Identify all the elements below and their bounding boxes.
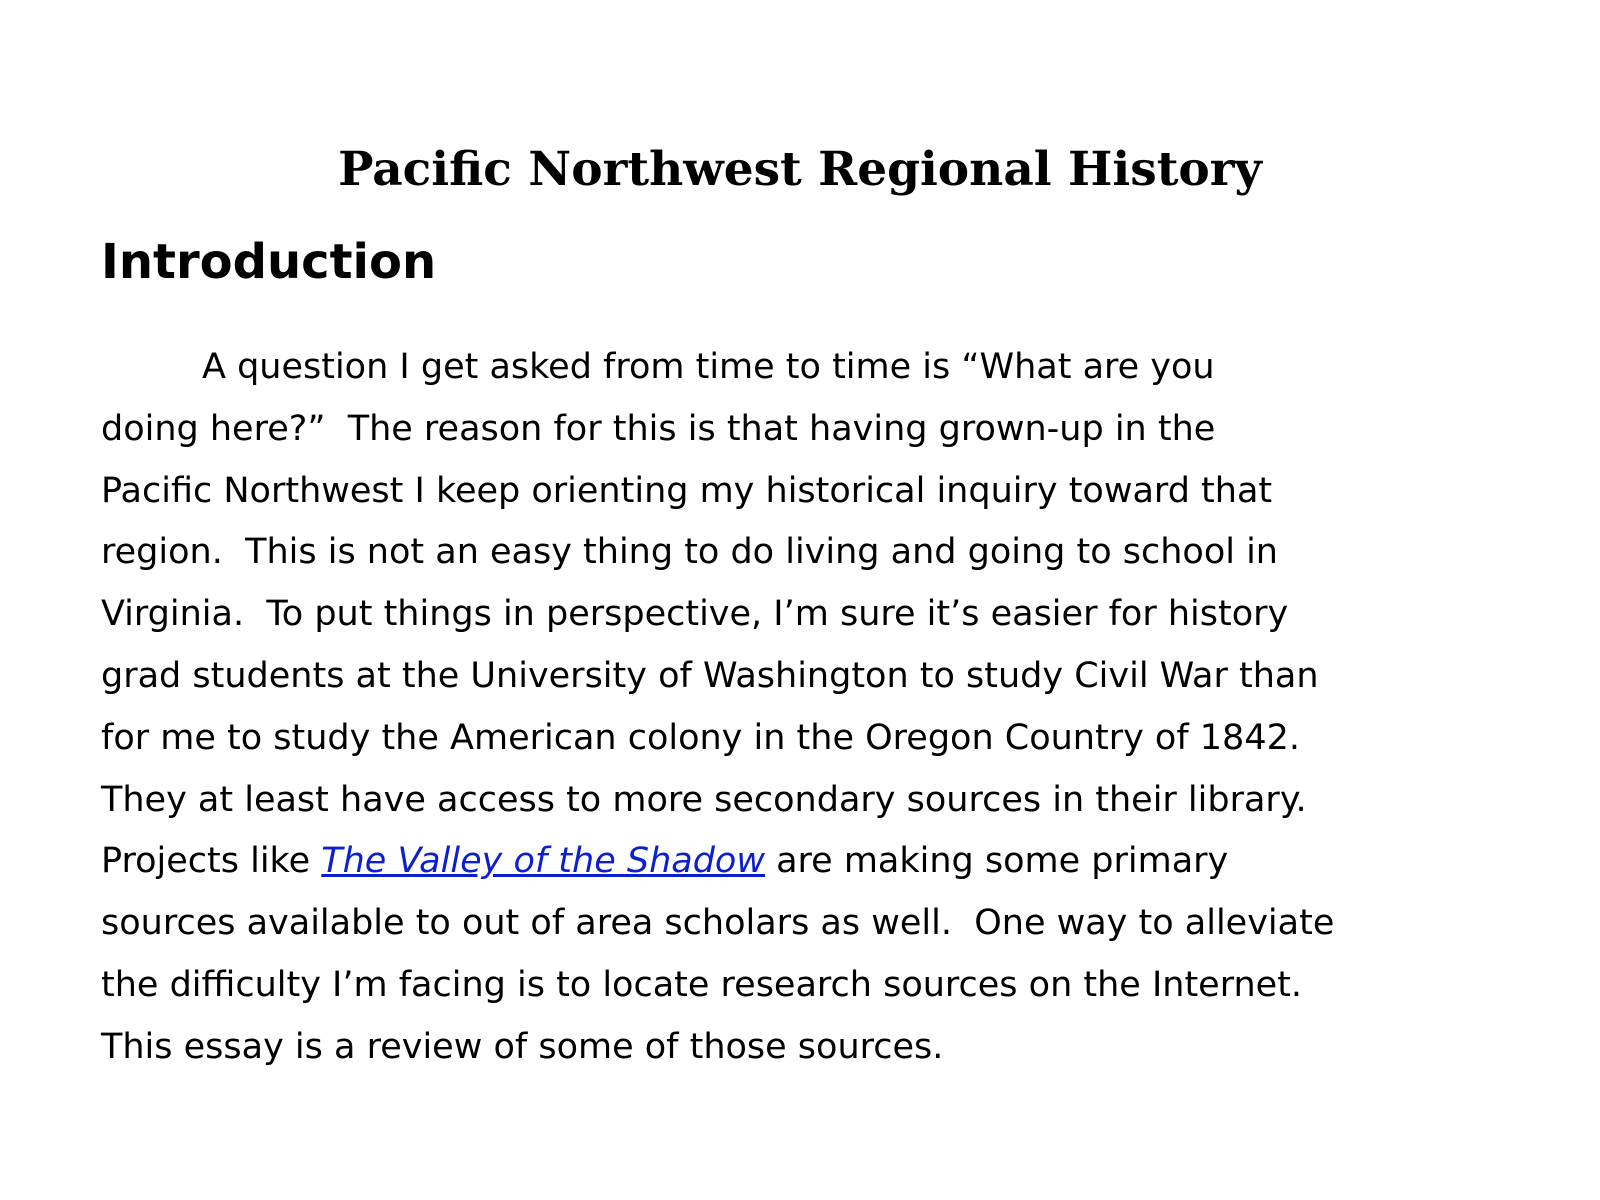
paragraph-line: Virginia. To put things in perspective, I’m sure it’s easier for history: [101, 594, 1289, 635]
document-title: Pacific Northwest Regional History: [338, 142, 1262, 197]
paragraph-line: A question I get asked from time to time is “What are you: [202, 347, 1215, 387]
paragraph-line: They at least have access to more secondary sources in their library.: [101, 779, 1307, 820]
paragraph-line: doing here?” The reason for this is that having grown-up in the: [101, 408, 1216, 449]
section-heading: Introduction: [101, 234, 437, 290]
link-suffix-text: are making some primary: [764, 841, 1229, 882]
valley-of-the-shadow-link[interactable]: The Valley of the Shadow: [321, 841, 765, 882]
paragraph-line: Pacific Northwest I keep orienting my historical inquiry toward that: [101, 470, 1273, 511]
paragraph-line: region. This is not an easy thing to do living and going to school in: [101, 532, 1278, 573]
link-prefix-text: Projects like: [101, 841, 322, 882]
paragraph-line: This essay is a review of some of those sources.: [101, 1026, 944, 1067]
paragraph-line: for me to study the American colony in the Oregon Country of 1842.: [101, 717, 1300, 758]
paragraph-line: the difficulty I’m facing is to locate research sources on the Internet.: [101, 964, 1303, 1005]
paragraph-line: sources available to out of area scholars as well. One way to alleviate: [101, 903, 1335, 944]
intro-paragraph: [101, 337, 1334, 1079]
paragraph-line: grad students at the University of Washington to study Civil War than: [101, 655, 1319, 696]
paragraph-line-with-link: [101, 831, 1334, 893]
